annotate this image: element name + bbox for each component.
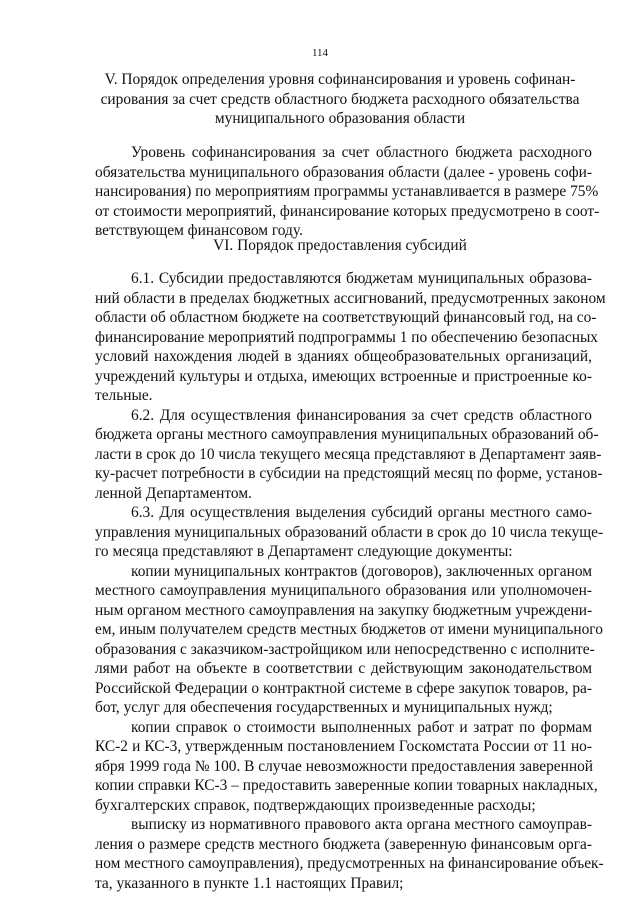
body-line: бухгалтерских справок, подтверждающих произведенные расходы; [95,796,536,814]
page-number: 114 [311,47,329,59]
body-line: выписку из нормативного правового акта органа местного самоуправ- [131,816,592,833]
body-line: местного самоуправления муниципального образования или уполномочен- [95,582,592,599]
body-line: ном местного самоуправления), предусмотренных на финансирование объек- [95,855,604,872]
body-line: учреждений культуры и отдыха, имеющих встроенные и пристроенные ко- [95,367,592,385]
body-line: ления о размере средств местного бюджета (заверенную финансовым орга- [95,835,592,853]
body-line: 6.1. Субсидии предоставляются бюджетам муниципальных образова- [131,270,592,287]
paragraph-line: обязательства муниципального образования области (далее - уровень софи- [95,163,592,181]
section-5-heading [90,70,590,129]
paragraph-line: Уровень софинансирования за счет областного бюджета расходного [131,144,592,161]
section-5-heading-line: сирования за счет средств областного бюджета расходного обязательства [100,90,580,108]
body-line: области об областном бюджете на соответствующий финансовый год, на со- [95,309,597,326]
body-line: копии справки КС-3 – предоставить заверенные копии товарных накладных, [95,777,598,794]
body-line: КС-2 и КС-3, утвержденным постановлением Госкомстата России от 11 но- [95,738,592,755]
body-line: ным органом местного самоуправления на закупку бюджетным учреждени- [95,601,593,619]
section-5-heading-line: V. Порядок определения уровня софинансирования и уровень софинан- [104,71,576,88]
body-line: управления муниципальных образований области в срок до 10 числа текуще- [95,523,604,541]
body-line: ку-расчет потребности в субсидии на предстоящий месяц по форме, установ- [95,465,603,482]
body-line: ласти в срок до 10 числа текущего месяца представляют в Департамент заяв- [95,445,602,463]
section-6-body [95,269,606,893]
body-line: образования с заказчиком-застройщиком или непосредственно с исполните- [95,640,595,658]
section-5-heading-line: муниципального образования области [214,110,466,127]
body-line: копии муниципальных контрактов (договоров), заключенных органом [131,562,592,580]
body-line: го месяца представляют в Департамент следующие документы: [95,543,513,560]
paragraph-line: нансирования) по мероприятиям программы устанавливается в размере 75% [95,183,599,200]
body-line: ний области в пределах бюджетных ассигнований, предусмотренных законом [95,289,606,307]
body-line: финансирование мероприятий подпрограммы 1 по обеспечению безопасных [95,328,598,346]
body-line: ем, иным получателем средств местных бюджетов от имени муниципального [95,621,603,638]
body-line: бюджета органы местного самоуправления муниципальных образований об- [95,426,599,443]
body-line: ленной Департаментом. [95,484,252,502]
body-line: ября 1999 года № 100. В случае невозможности предоставления заверенной [95,757,594,775]
body-line: бот, услуг для обеспечения государственных и муниципальных нужд; [95,699,553,716]
body-line: 6.2. Для осуществления финансирования за счет средств областного [131,406,592,424]
body-line: тельные. [95,387,153,404]
body-line: лями работ на объекте в соответствии с действующим законодательством [95,660,592,677]
body-line: условий нахождения людей в зданиях общеобразовательных организаций, [95,348,592,365]
body-line: Российской Федерации о контрактной системе в сфере закупок товаров, ра- [95,679,592,697]
paragraph-line: от стоимости мероприятий, финансирование которых предусмотрено в соот- [95,202,600,220]
body-line: та, указанного в пункте 1.1 настоящих Правил; [95,874,404,892]
body-line: 6.3. Для осуществления выделения субсидий органы местного само- [131,504,592,521]
section-6-heading: VI. Порядок предоставления субсидий [213,237,467,254]
section-5-paragraph [95,143,600,241]
paragraph-line: ветствующем финансовом году. [95,222,303,239]
body-line: копии справок о стоимости выполненных работ и затрат по формам [131,718,592,736]
